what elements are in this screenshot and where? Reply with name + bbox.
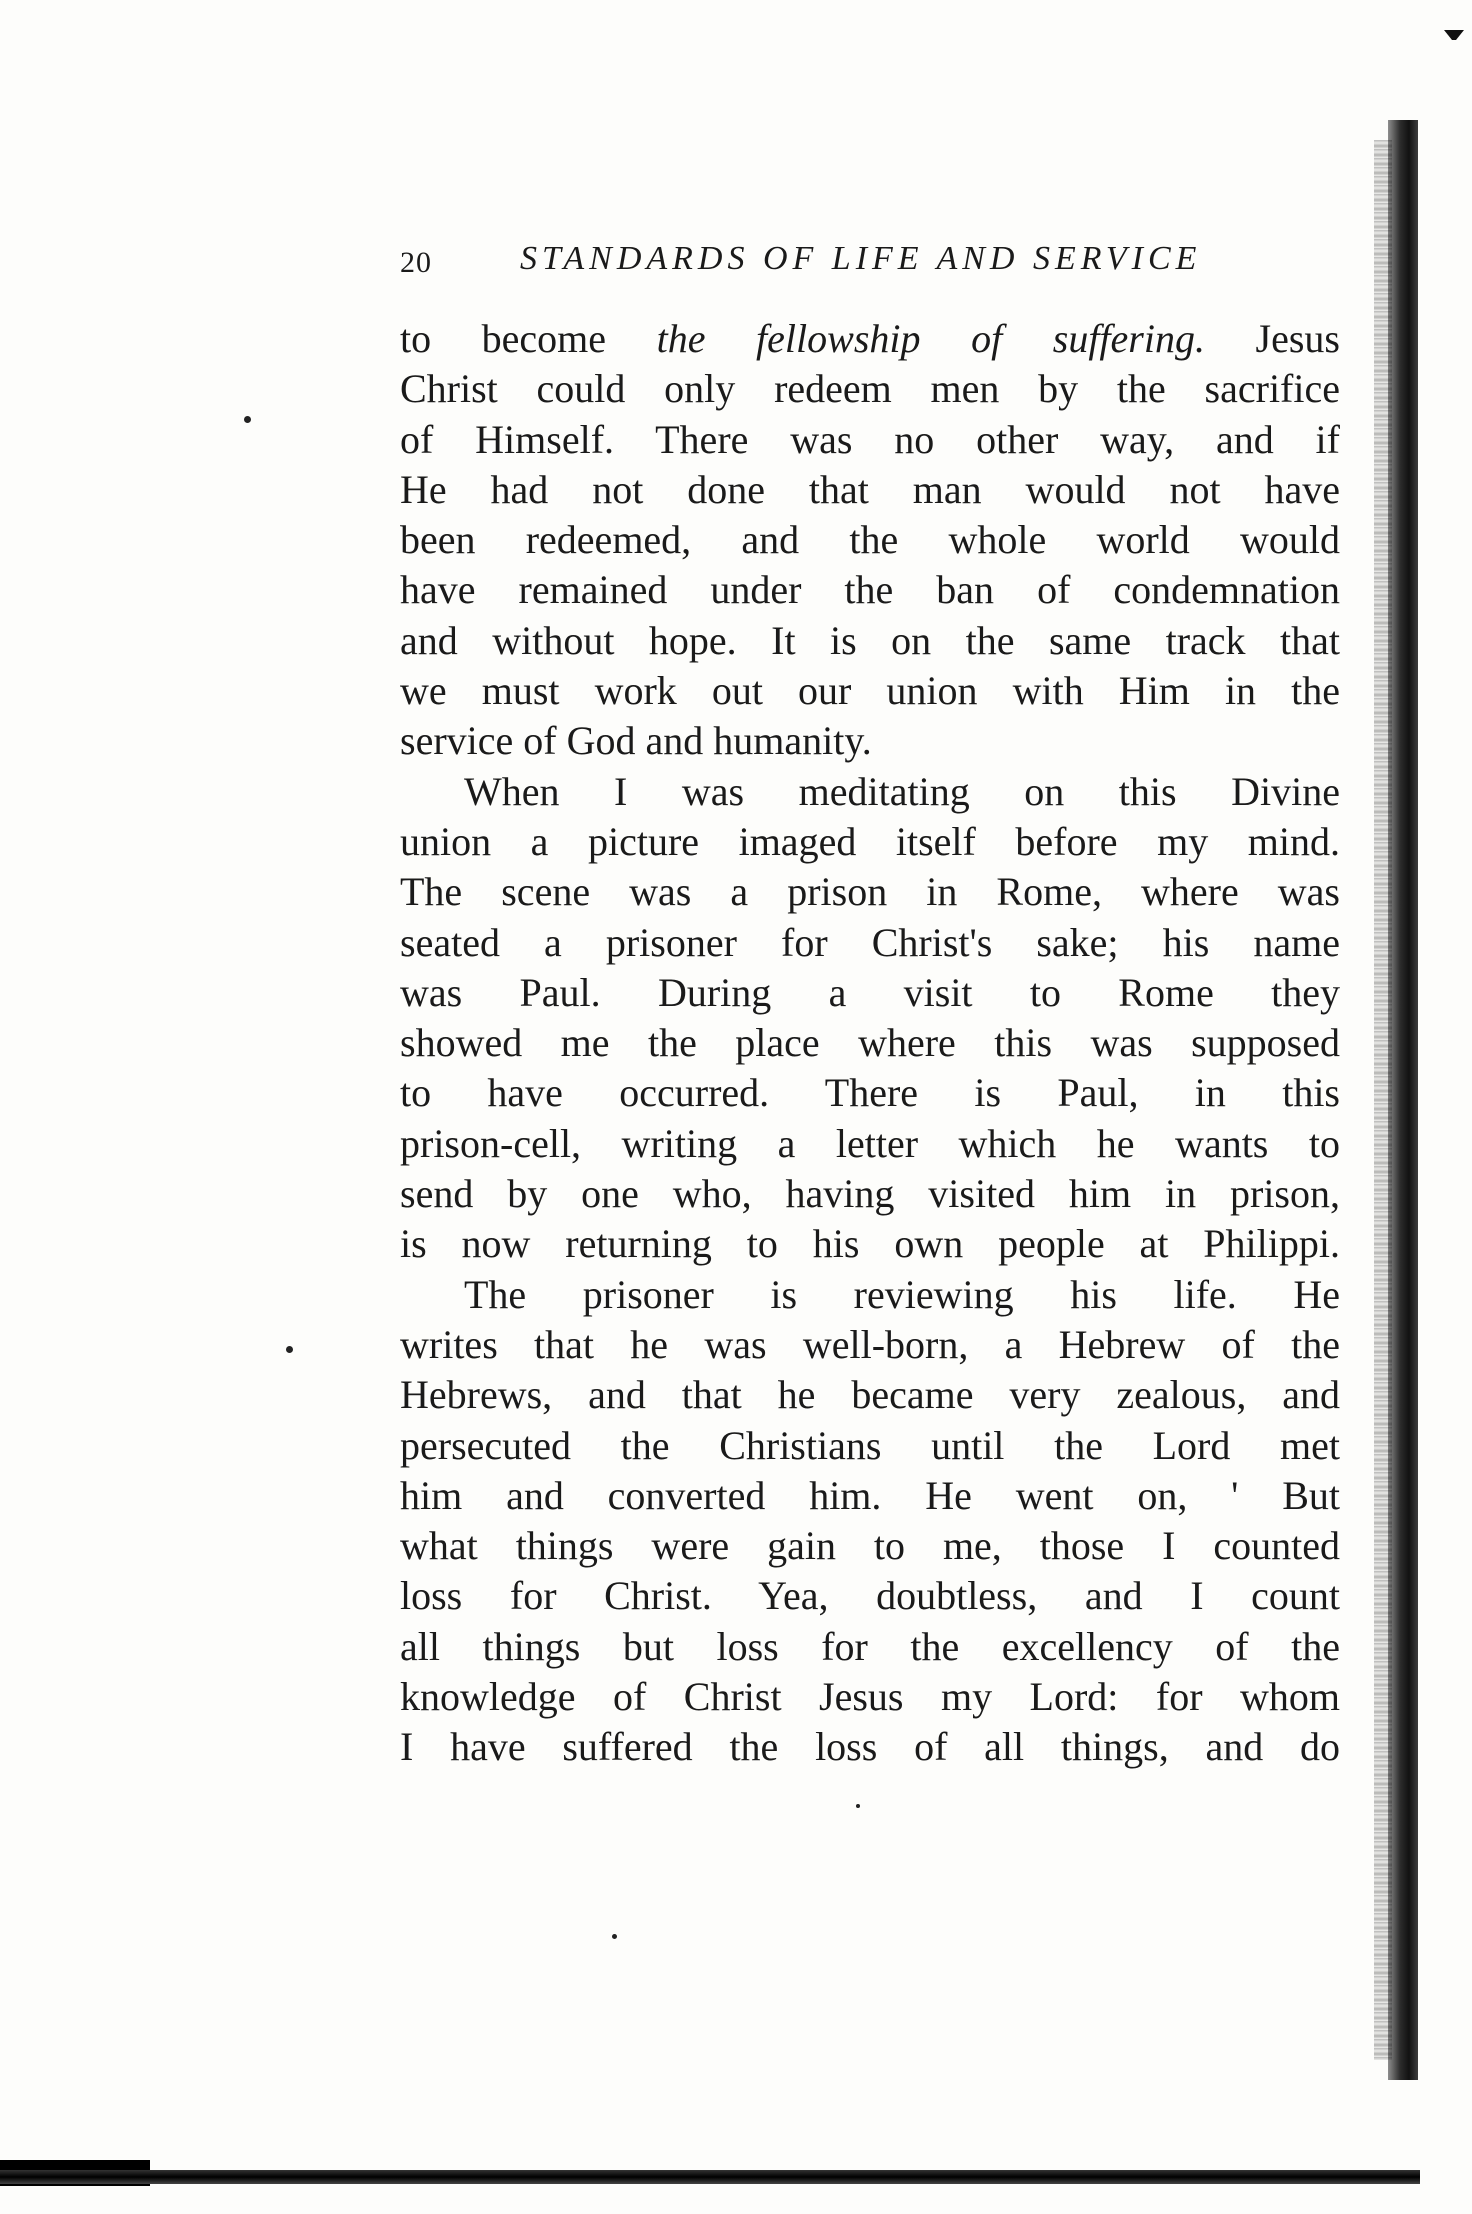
paragraph-start-line: The prisoner is reviewing his life. He [464, 1271, 1340, 1317]
text-line: union a picture imaged itself before my mind. [400, 818, 1340, 864]
ink-speck [286, 1346, 293, 1353]
text-line: persecuted the Christians until the Lord met [400, 1422, 1340, 1468]
italic-phrase: the fellowship of suffering. [656, 316, 1205, 361]
text-line: I have suffered the loss of all things, and do [400, 1724, 1340, 1770]
text-line: been redeemed, and the whole world would [400, 517, 1340, 563]
text-line: what things were gain to me, those I counted [400, 1523, 1340, 1569]
scan-bottom-edge [0, 2170, 1420, 2184]
ink-speck [612, 1934, 617, 1939]
body-text [400, 314, 1340, 1773]
binding-shadow-fringe [1374, 140, 1392, 2060]
text-line: Hebrews, and that he became very zealous, and [400, 1372, 1340, 1418]
text-line: seated a prisoner for Christ's sake; his name [400, 919, 1340, 965]
text-line: to have occurred. There is Paul, in this [400, 1070, 1340, 1116]
ink-speck [856, 1804, 860, 1808]
text-line: him and converted him. He went on, ' But [400, 1472, 1340, 1518]
text-line: have remained under the ban of condemnation [400, 567, 1340, 613]
text-line: loss for Christ. Yea, doubtless, and I count [400, 1573, 1340, 1619]
text-line: prison-cell, writing a letter which he wants to [400, 1120, 1340, 1166]
text-line: we must work out our union with Him in the [400, 668, 1340, 714]
scan-corner-mark [1444, 30, 1464, 40]
text-line: send by one who, having visited him in prison, [400, 1171, 1340, 1217]
text-line: showed me the place where this was supposed [400, 1020, 1340, 1066]
text-line: is now returning to his own people at Philippi. [400, 1221, 1340, 1267]
text-line: writes that he was well-born, a Hebrew of the [400, 1321, 1340, 1367]
ink-speck [244, 416, 251, 423]
text-line: all things but loss for the excellency of the [400, 1623, 1340, 1669]
text-line: and without hope. It is on the same track that [400, 617, 1340, 663]
paragraph-start-line: When I was meditating on this Divine [464, 768, 1340, 814]
text-line: He had not done that man would not have [400, 466, 1340, 512]
text-line: Christ could only redeem men by the sacrifice [400, 366, 1340, 412]
page-number: 20 [400, 246, 432, 279]
text-line: service of God and humanity. [400, 718, 872, 764]
page-header [400, 240, 1340, 290]
running-title: STANDARDS OF LIFE AND SERVICE [520, 240, 1202, 277]
text-line: The scene was a prison in Rome, where was [400, 869, 1340, 915]
text-line: to become the fellowship of suffering. Jesus [400, 316, 1340, 361]
text-line: was Paul. During a visit to Rome they [400, 969, 1340, 1015]
text-line: knowledge of Christ Jesus my Lord: for whom [400, 1674, 1340, 1720]
binding-shadow [1388, 120, 1418, 2080]
text-line: of Himself. There was no other way, and if [400, 416, 1340, 462]
